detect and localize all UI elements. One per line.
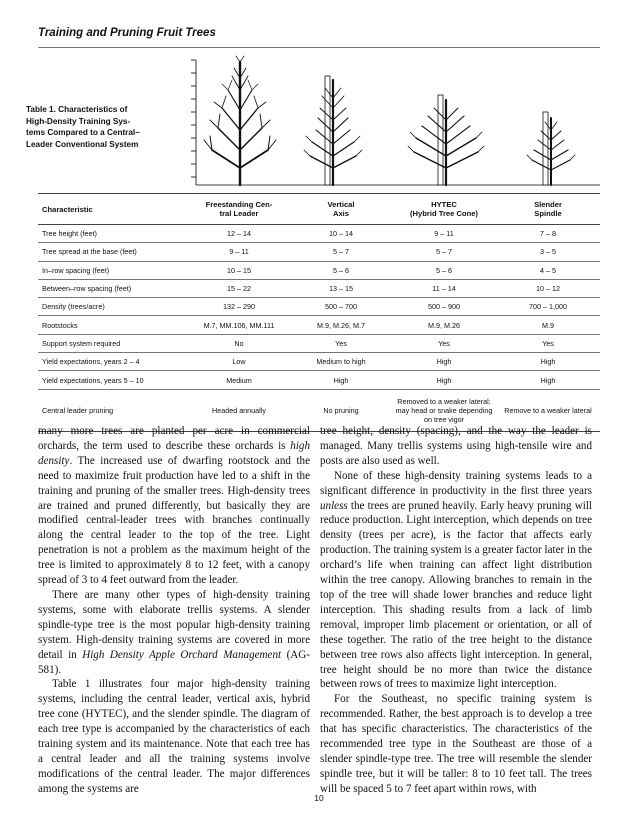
header-central-leader: Freestanding Cen- tral Leader xyxy=(188,194,290,225)
caption-line: Leader Conventional System xyxy=(26,139,139,149)
body-paragraph xyxy=(320,469,592,693)
body-column-right xyxy=(320,424,592,797)
table-row xyxy=(38,243,600,261)
emphasis-text: high density xyxy=(38,439,310,467)
central-leader-tree xyxy=(204,56,276,185)
table-cell: 5 – 6 xyxy=(392,261,496,279)
table-cell: 4 – 5 xyxy=(496,261,600,279)
table-cell: 132 – 290 xyxy=(188,298,290,316)
table-cell: Tree spread at the base (feet) xyxy=(38,243,188,261)
table-cell: Yes xyxy=(392,334,496,352)
table-row xyxy=(38,353,600,371)
table-cell: 10 – 14 xyxy=(290,225,392,243)
table-cell: Yield expectations, years 5 – 10 xyxy=(38,371,188,389)
table-row xyxy=(38,279,600,297)
table-cell: 700 – 1,000 xyxy=(496,298,600,316)
table-cell: 11 – 14 xyxy=(392,279,496,297)
header-slender-spindle: Slender Spindle xyxy=(496,194,600,225)
table-cell: Yes xyxy=(496,334,600,352)
paragraph-text: Table 1 illustrates four major high-density training systems, including the central leader, vertical axis, hybrid tree cone (HYTEC), and the slender spindle. The diagram of each tree type is accompanied by the characteristics of each training system and its maintenance. Note that each tree has a central leader and all the training systems involve modifications of the central leader. The major differences among the systems are xyxy=(38,678,310,795)
body-paragraph xyxy=(320,424,592,469)
table-cell: 500 – 900 xyxy=(392,298,496,316)
tree-illustrations xyxy=(0,0,638,192)
table-cell: Support system required xyxy=(38,334,188,352)
table-cell: Between–row spacing (feet) xyxy=(38,279,188,297)
table-row xyxy=(38,316,600,334)
body-paragraph xyxy=(38,588,310,677)
hytec-tree xyxy=(408,95,484,185)
table-cell: 12 – 14 xyxy=(188,225,290,243)
table-cell: No pruning xyxy=(290,389,392,431)
header-vertical-axis: Vertical Axis xyxy=(290,194,392,225)
table-cell: Density (trees/acre) xyxy=(38,298,188,316)
table-cell: 9 – 11 xyxy=(392,225,496,243)
table-cell: Rootstocks xyxy=(38,316,188,334)
table-row xyxy=(38,225,600,243)
paragraph-text: tree height, density (spacing), and the way the leader is managed. Many trellis systems using high-tensile wire and posts are also used as well. xyxy=(320,425,592,467)
table-cell: High xyxy=(392,353,496,371)
table-row xyxy=(38,334,600,352)
caption-line: High-Density Training Sys- xyxy=(26,116,131,126)
page-number: 10 xyxy=(314,793,324,803)
table-cell: M.9 xyxy=(496,316,600,334)
table-cell: 5 – 7 xyxy=(392,243,496,261)
emphasis-text: High Density Apple Orchard Management xyxy=(82,648,282,661)
table-cell: M.7, MM.106, MM.111 xyxy=(188,316,290,334)
table-cell: 3 – 5 xyxy=(496,243,600,261)
caption-line: Table 1. Characteristics of xyxy=(26,105,128,114)
table-cell: High xyxy=(290,371,392,389)
table-cell: Remove to a weaker lateral xyxy=(496,389,600,431)
body-paragraph xyxy=(38,424,310,588)
table-cell: 9 – 11 xyxy=(188,243,290,261)
table-cell: 500 – 700 xyxy=(290,298,392,316)
running-header: Training and Pruning Fruit Trees xyxy=(38,27,216,39)
paragraph-text: There are many other types of high-density training systems, some with elaborate trellis systems. A slender spindle-type tree is the most popular high-density training system. High-density training systems are covered in more detail in xyxy=(38,588,310,661)
table-cell: Yield expectations, years 2 – 4 xyxy=(38,353,188,371)
paragraph-text: For the Southeast, no specific training system is recommended. Rather, the best approach is to develop a tree that has specific characteristics. The characteristics of the recommended tree type in the Southeast are those of a slender spindle-type tree. The tree will resemble the slender spindle tree, but it will be taller: 8 to 10 feet tall. The trees will be spaced 5 to 7 feet apart within rows, with xyxy=(320,693,592,795)
table-row xyxy=(38,298,600,316)
body-paragraph xyxy=(320,692,592,796)
body-paragraph xyxy=(38,677,310,796)
paragraph-text: . The increased use of dwarfing rootstock and the need to maximize fruit production have led to a shift in the training and pruning of the smaller trees. High-density trees are trained and pruned differently, but basically they are modified central-leader trees with branches continually along the central leader to the top of the tree. Light penetration is not a problem as the maximum height of the tree is limited to approximately 8 to 12 feet, with a canopy spread of 3 to 4 feet outward from the leader. xyxy=(38,454,310,587)
table-cell: High xyxy=(496,353,600,371)
header-hytec: HYTEC (Hybrid Tree Cone) xyxy=(392,194,496,225)
table-cell: 5 – 6 xyxy=(290,261,392,279)
paragraph-text: the trees are pruned heavily. Early heavy pruning will reduce production. Light interception, which depends on tree density (trees per acre), is the factor that affects early production. The training system is a greater factor later in the orchard’s life when training can affect light distribution within the tree canopy. Allowing branches to remain in the top of the tree will shade lower branches and reduce light interception. This shading results from a lack of limb removal, improper limb placement or orientation, or all of these together. The ratio of the tree height to the distance between tree rows also affects light interception. In general, tree height should be no more than twice the distance between rows of trees to maximize light interception. xyxy=(320,499,592,691)
table-cell: M.9, M.26, M.7 xyxy=(290,316,392,334)
table-cell: 15 – 22 xyxy=(188,279,290,297)
table-cell: 13 – 15 xyxy=(290,279,392,297)
table-cell: M.9, M.26 xyxy=(392,316,496,334)
table-cell: High xyxy=(496,371,600,389)
table-cell: No xyxy=(188,334,290,352)
paragraph-text: (AG-581). xyxy=(38,648,310,676)
table-cell: Central leader pruning xyxy=(38,389,188,431)
emphasis-text: unless xyxy=(320,499,348,512)
table-cell: In–row spacing (feet) xyxy=(38,261,188,279)
table-cell: 7 – 8 xyxy=(496,225,600,243)
characteristics-table xyxy=(38,193,600,432)
table-cell: Tree height (feet) xyxy=(38,225,188,243)
caption-line: tems Compared to a Central– xyxy=(26,128,140,137)
height-scale xyxy=(191,60,196,185)
paragraph-text: None of these high-density training systems leads to a significant difference in productivity in the first three years xyxy=(320,469,592,497)
table-cell: 10 – 12 xyxy=(496,279,600,297)
paragraph-text: many more trees are planted per acre in commercial orchards, the term used to describe these orchards is xyxy=(38,425,310,452)
vertical-axis-tree xyxy=(304,76,362,185)
table-cell: Low xyxy=(188,353,290,371)
table-cell: Headed annually xyxy=(188,389,290,431)
slender-spindle-tree xyxy=(527,112,575,185)
table-header-row xyxy=(38,194,600,225)
table-cell: Removed to a weaker lateral; may head or snake depending on tree vigor xyxy=(392,389,496,431)
body-column-left xyxy=(38,424,310,797)
table-row xyxy=(38,371,600,389)
header-characteristic: Characteristic xyxy=(38,194,188,225)
table-cell: Medium xyxy=(188,371,290,389)
table-cell: Medium to high xyxy=(290,353,392,371)
table-cell: High xyxy=(392,371,496,389)
table-cell: 5 – 7 xyxy=(290,243,392,261)
table-cell: 10 – 15 xyxy=(188,261,290,279)
table-row xyxy=(38,261,600,279)
table-cell: Yes xyxy=(290,334,392,352)
